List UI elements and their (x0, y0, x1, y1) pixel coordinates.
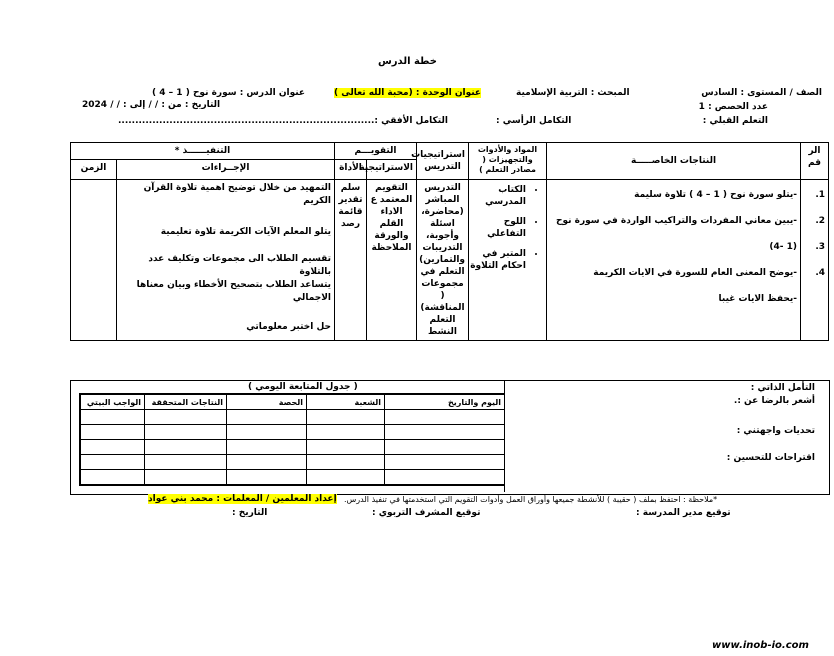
col-procedures-header: الإجــراءات (201, 163, 250, 173)
reflection-challenges: تحديات واجهتني : (736, 426, 815, 436)
followup-cell[interactable] (81, 425, 145, 440)
followup-cell[interactable] (81, 440, 145, 455)
material-item: • المتبر في احكام التلاوة (469, 248, 526, 272)
followup-cell[interactable] (145, 440, 227, 455)
reflection-suggestions: اقتراحات للتحسين : (726, 453, 815, 463)
prior-learning: التعلم القبلي : (702, 116, 768, 126)
followup-cell[interactable] (307, 425, 385, 440)
row-number: 4. (815, 268, 825, 278)
material-item: • الكتاب المدرسي (469, 184, 526, 208)
col-eval-strategy-header: الاستراتيجية (359, 163, 413, 173)
followup-cell[interactable] (307, 470, 385, 485)
col-strategies-header: استراتيجيات التدريس (411, 150, 465, 172)
outcome-item: -يبين معاني المفردات والتراكيب الواردة في سورة نوح (1 -4) (556, 216, 797, 252)
outcome-item: -يحفظ الايات غيبا (718, 294, 797, 304)
procedure-item: حل اختبر معلوماتي (246, 322, 331, 332)
followup-header: الحصة (227, 395, 307, 410)
row-number: 2. (815, 216, 825, 226)
followup-cell[interactable] (307, 410, 385, 425)
followup-cell[interactable] (385, 410, 505, 425)
supervisor-signature: توقيع المشرف التربوي : (372, 508, 481, 518)
lesson-title: عنوان الدرس : سورة نوح ( 1 – 4 ) (152, 88, 306, 98)
reflection-title: التأمل الذاتي : (750, 383, 815, 393)
followup-header: اليوم والتاريخ (385, 395, 505, 410)
outcome-item: -يوضح المعنى العام للسورة في الايات الكريمة (593, 268, 797, 278)
followup-cell[interactable] (227, 455, 307, 470)
col-outcomes-header: النتاجات الخاصـــــة (630, 156, 717, 166)
evaluation-group-header: التقويـــم (354, 146, 397, 156)
followup-header: الشعبة (307, 395, 385, 410)
followup-header: النتاجات المتحققة (145, 395, 227, 410)
followup-cell[interactable] (145, 470, 227, 485)
followup-cell[interactable] (385, 455, 505, 470)
self-reflection-panel (504, 381, 829, 492)
outcome-item: -يتلو سورة نوح ( 1 – 4 ) تلاوة سليمة (634, 190, 797, 200)
col-time-header: الزمن (80, 163, 107, 173)
col-eval-tool-header: الأداة (339, 163, 362, 173)
followup-cell[interactable] (227, 425, 307, 440)
horizontal-integration: التكامل الأفقي :........................................................................... (118, 116, 448, 126)
followup-cell[interactable] (145, 410, 227, 425)
followup-cell[interactable] (385, 470, 505, 485)
followup-cell[interactable] (307, 440, 385, 455)
evaluation-tools: سلم تقدير قائمة رصد (338, 183, 363, 229)
procedure-item: تقسيم الطلاب الى مجموعات وتكليف عدد بالتلاوة (148, 254, 331, 277)
teaching-strategies: التدريس المباشر (محاضرة، اسئلة وأجوبة، التدريبات والتمارين) التعلم في مجموعات ( المناقشة) التعلم النشط (419, 183, 465, 337)
time-cell (71, 180, 116, 184)
followup-cell[interactable] (227, 410, 307, 425)
col-materials-header: المواد والأدوات والتجهيزات ( مصادر التعلم ) (477, 145, 538, 174)
procedure-item: يتساعد الطلاب بتصحيح الأخطاء وبيان معناها الاجمالي (136, 280, 331, 303)
material-item: • اللوح التفاعلي (469, 216, 526, 240)
followup-table (79, 393, 505, 486)
followup-cell[interactable] (81, 470, 145, 485)
lesson-date: التاريخ : من : / / إلى : / / 2024 (82, 100, 221, 110)
followup-title: ( جدول المتابعة اليومي ) (248, 382, 358, 392)
col-number-header: الر قم (808, 146, 821, 168)
followup-cell[interactable] (227, 470, 307, 485)
followup-cell[interactable] (145, 455, 227, 470)
grade-level: الصف / المستوى : السادس (701, 88, 822, 98)
followup-cell[interactable] (385, 440, 505, 455)
page-title: خطة الدرس (378, 56, 438, 67)
followup-cell[interactable] (227, 440, 307, 455)
row-number: 1. (815, 190, 825, 200)
reflection-satisfied: أشعر بالرضا عن :. (733, 396, 815, 406)
principal-signature: توقيع مدير المدرسة : (636, 508, 731, 518)
followup-cell[interactable] (145, 425, 227, 440)
procedure-item: يتلو المعلم الآيات الكريمة تلاوة تعليمية (160, 227, 331, 237)
followup-cell[interactable] (307, 455, 385, 470)
followup-cell[interactable] (385, 425, 505, 440)
procedure-item: التمهيد من خلال توضيح اهمية تلاوة القرآن الكريم (143, 183, 331, 206)
prepared-by: إعداد المعلمين / المعلمات : محمد بني عواد (148, 494, 337, 504)
followup-cell[interactable] (81, 455, 145, 470)
evaluation-strategies: التقويم المعتمد ع الاداء القلم والورقة الملاحظة (370, 183, 413, 253)
unit-title: عنوان الوحدة : (محبة الله تعالى ) (334, 88, 482, 98)
lesson-plan-table (70, 142, 829, 341)
subject: المبحث : التربية الإسلامية (516, 88, 630, 98)
site-watermark: www.inob-io.com (712, 640, 809, 651)
footer-note: *ملاحظة : احتفظ بملف ( حقيبة ) للأنشطة جميعها وأوراق العمل وأدوات التقويم التي استخدمتها في تنفيذ الدرس. (344, 495, 718, 504)
sessions-count: عدد الحصص : 1 (698, 102, 768, 112)
followup-cell[interactable] (81, 410, 145, 425)
row-number: 3. (815, 242, 825, 252)
vertical-integration: التكامل الرأسي : (496, 116, 572, 126)
execution-group-header: التنفيــــــذ * (174, 146, 231, 156)
footer-date: التاريخ : (232, 508, 268, 518)
followup-header: الواجب البيتي (81, 395, 145, 410)
